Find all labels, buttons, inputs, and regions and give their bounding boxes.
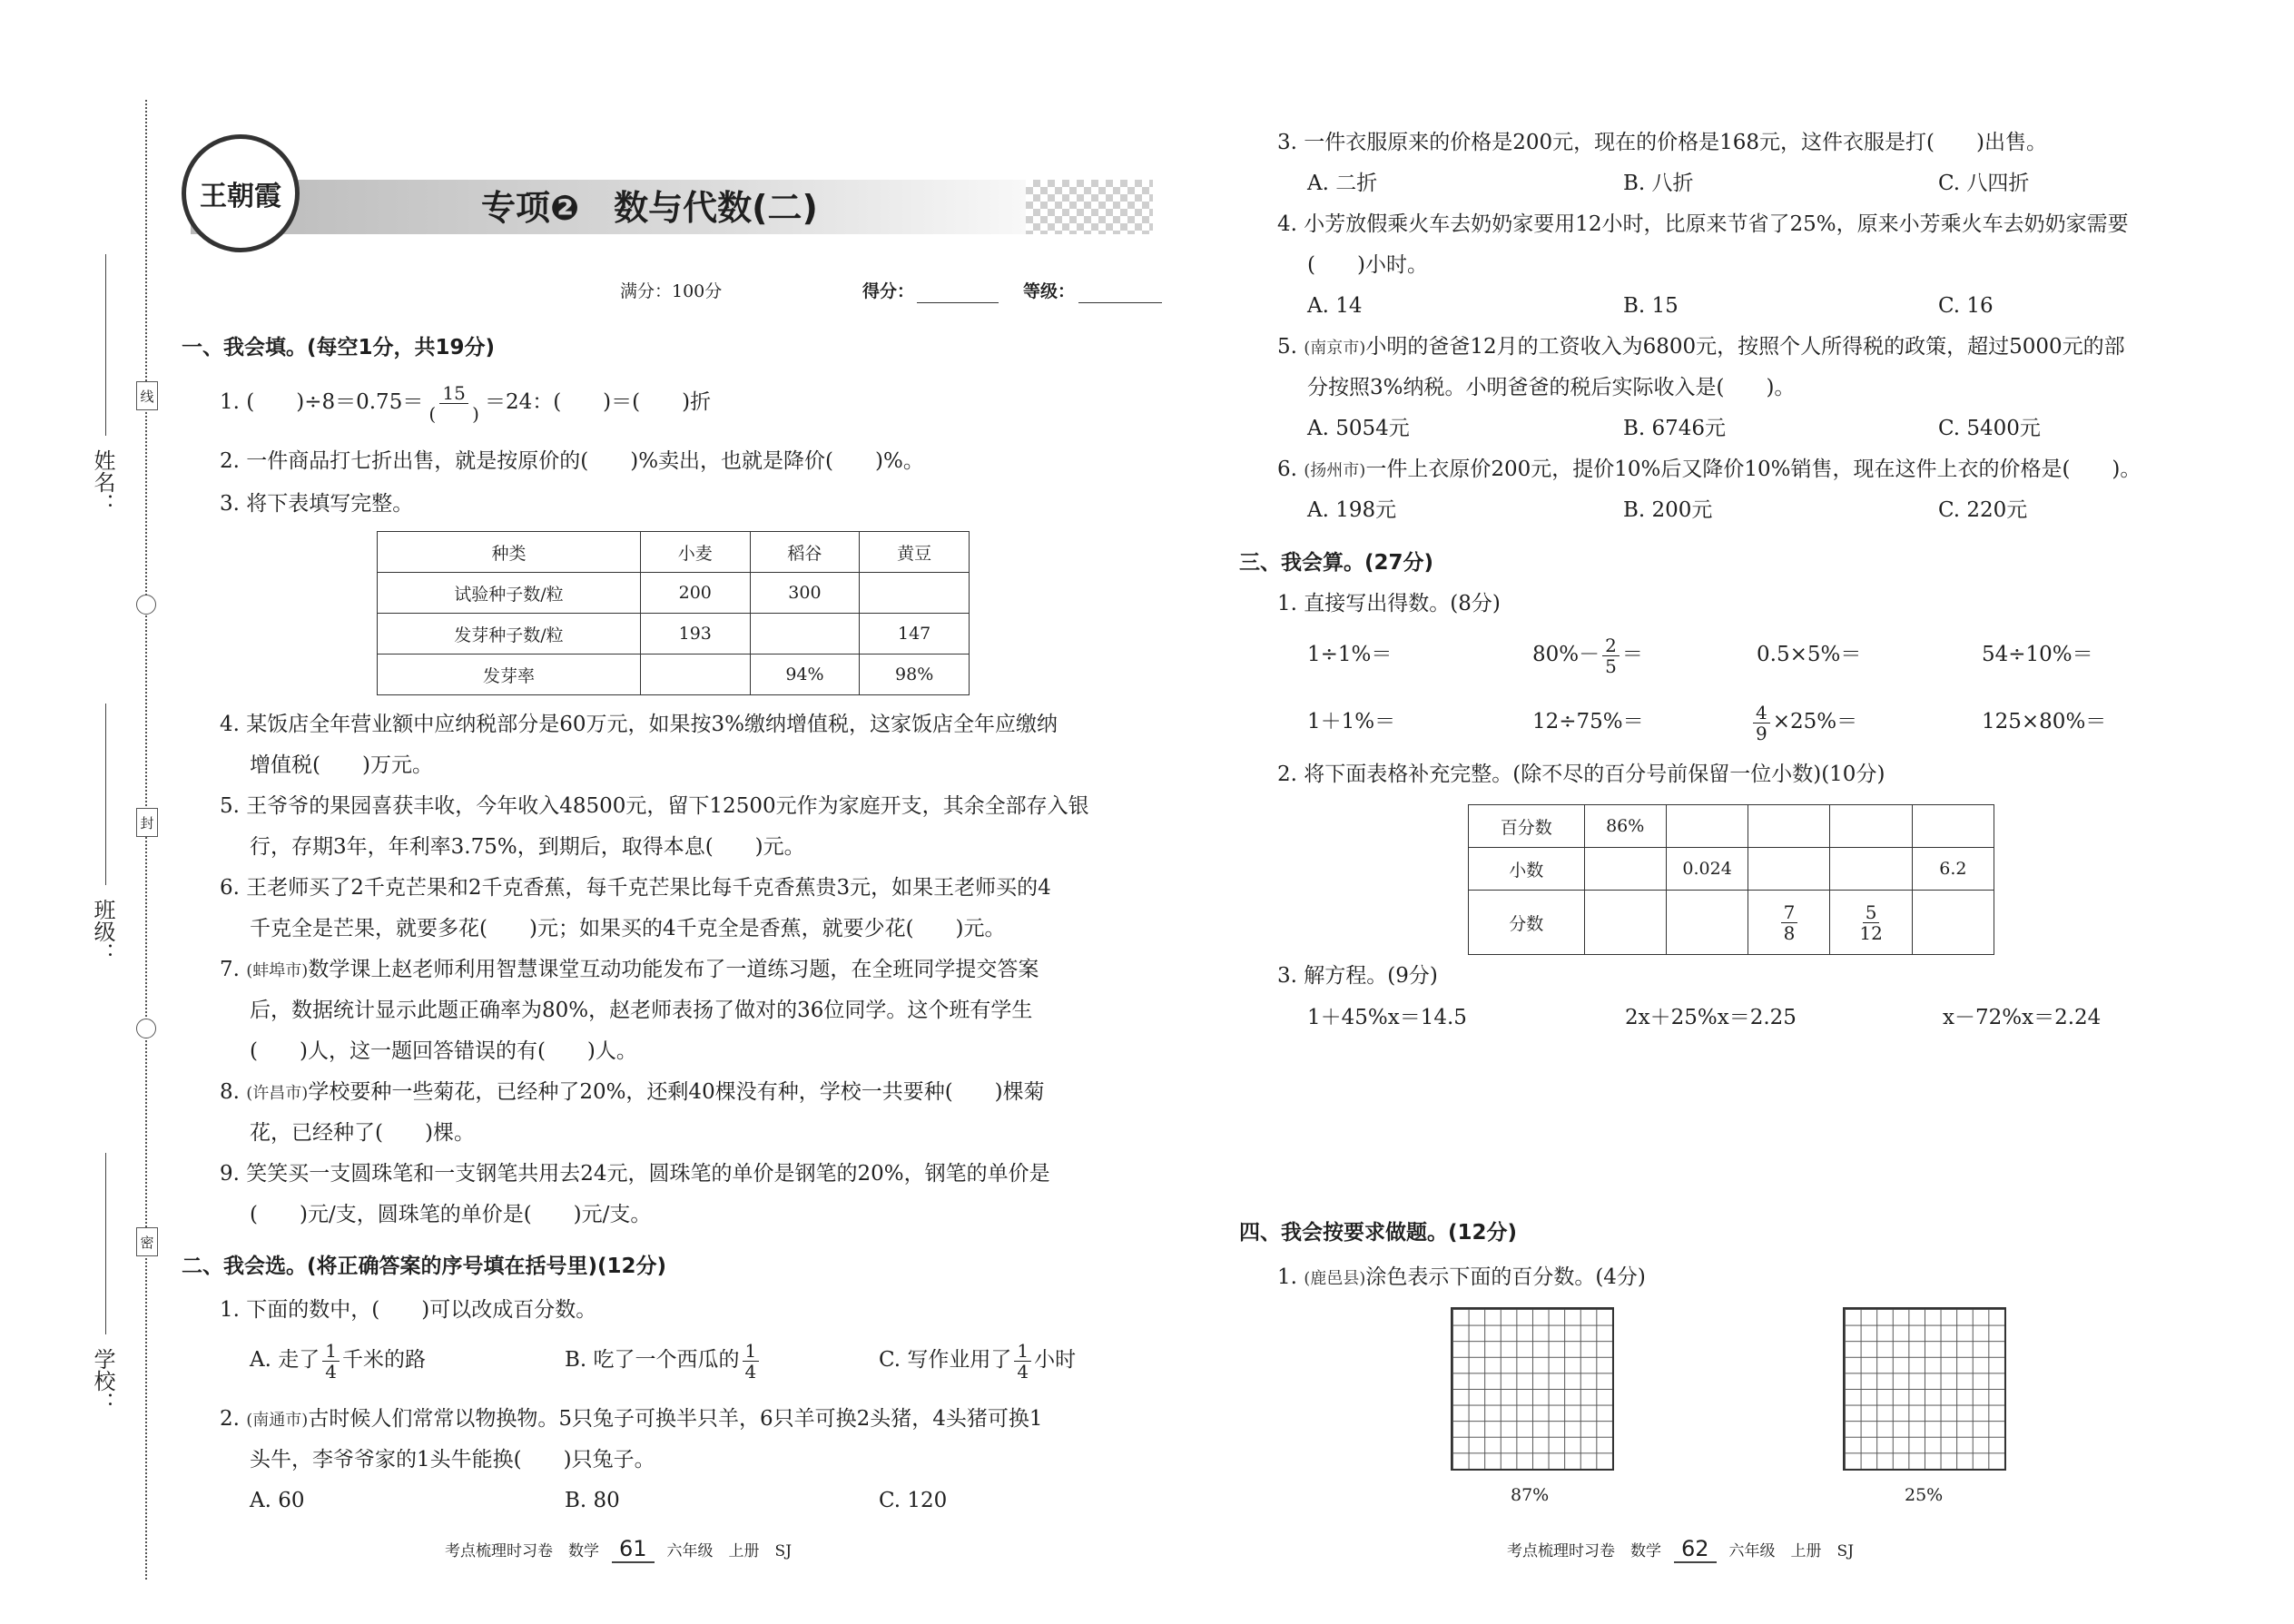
calc-text: ＝ [1621,643,1643,666]
s1-q6-line1: 6. 王老师买了2千克芒果和2千克香蕉，每千克芒果比每千克香蕉贵3元，如果王老师买的4 [220,876,1051,900]
table-cell-blank[interactable] [860,573,970,614]
question-text: 一件上衣原价200元，提价10%后又降价10%销售，现在这件上衣的价格是( )。 [1365,458,2141,481]
s2-q3-option-c[interactable]: C. 八四折 [1938,172,2030,195]
question-number: 6. [1277,458,1297,481]
class-write-line [105,704,106,885]
question-number: 1. [1277,1265,1297,1289]
binding-mark-seal: 封 [136,808,158,837]
table-cell-blank[interactable] [1666,805,1748,848]
s4-q1 [1277,1264,1646,1293]
table-cell-blank[interactable] [1830,848,1912,891]
s2-q3-option-b[interactable]: B. 八折 [1623,172,1694,195]
s2-q2-line1 [220,1405,1042,1434]
name-write-line [105,254,106,436]
s1-q9-line1: 9. 笑笑买一支圆珠笔和一支钢笔共用去24元，圆珠笔的单价是钢笔的20%，钢笔的单价是 [220,1162,1050,1186]
s2-q4-option-c[interactable]: C. 16 [1938,294,1994,318]
s1-q7-line2: 后，数据统计显示此题正确率为80%，赵老师表扬了做对的36位同学。这个班有学生 [250,999,1033,1022]
footer-left [445,1536,792,1563]
table-cell: 300 [750,573,860,614]
section-1-title: 一、我会填。(每空1分，共19分) [182,336,496,359]
calc-fraction [1602,635,1620,676]
class-label: 班级： [90,899,115,964]
question-text: 涂色表示下面的百分数。(4分) [1365,1265,1646,1289]
s2-q6-option-b[interactable]: B. 200元 [1623,498,1713,522]
binding-circle-icon [136,595,156,615]
full-score: 满分：100分 [620,281,723,301]
s2-q6-option-c[interactable]: C. 220元 [1938,498,2028,522]
s1-q9-line2: ( )元/支，圆珠笔的单价是( )元/支。 [250,1203,652,1226]
calc-7 [1750,697,1857,746]
grid-label-right: 25% [1905,1485,1944,1505]
footer-right [1507,1536,1854,1563]
score-label: 得分： [862,281,915,301]
grade-blank [1078,302,1162,303]
grade-label: 等级： [1023,281,1076,301]
page-title: 专项❷ 数与代数(二) [481,188,818,228]
calc-text: 80%－ [1532,643,1600,666]
table-cell: 发芽率 [378,655,641,695]
calc-4: 54÷10%＝ [1982,643,2093,666]
checker-decoration [1026,180,1153,234]
question-number: 8. [220,1080,240,1104]
table-cell-blank[interactable] [640,655,750,695]
name-label: 姓名： [90,449,115,515]
calc-2 [1532,630,1643,679]
s1-q1 [220,379,711,425]
question-number: 2. [220,1407,240,1431]
question-text: 小明的爸爸12月的工资收入为6800元，按照个人所得税的政策，超过5000元的部 [1365,335,2125,359]
s2-q2-line2: 头牛，李爷爷家的1头牛能换( )只兔子。 [250,1448,655,1471]
table-header: 黄豆 [860,532,970,573]
school-write-line [105,1153,106,1334]
s1-q1-part-a: ( )÷8＝0.75＝ [246,390,424,414]
calc-text: ×25%＝ [1772,710,1858,733]
footer-grade: 六年级 上册 SJ [666,1542,793,1560]
s3-q3: 3. 解方程。(9分) [1277,964,1438,988]
question-number: 7. [220,958,240,981]
fraction-numerator: 4 [1753,703,1770,723]
s1-q1-num: 1. [220,390,240,414]
logo-text: 王朝霞 [200,181,281,212]
footer-grade: 六年级 上册 SJ [1728,1542,1855,1560]
binding-mark-line: 线 [136,381,158,410]
s1-q3: 3. 将下表填写完整。 [220,492,414,516]
fraction-denominator: 5 [1605,655,1617,677]
fraction-denominator: 8 [1783,921,1796,944]
score-blank [917,302,999,303]
equation-2: 2x＋25%x＝2.25 [1625,1006,1797,1029]
s1-q4-line2: 增值税( )万元。 [250,753,433,777]
table-row [378,614,970,655]
table-row [378,655,970,695]
calc-8: 125×80%＝ [1982,710,2107,733]
table-row [1469,891,1994,955]
option-fraction [322,1341,340,1382]
s2-q6 [1277,456,2141,485]
page-number: 61 [612,1536,655,1563]
s2-q5-option-c[interactable]: C. 5400元 [1938,417,2041,440]
conversion-table [1468,804,1994,955]
fraction-numerator: 1 [743,1341,760,1362]
calc-fraction [1753,703,1770,743]
binding-mark-secret: 密 [136,1227,158,1256]
table-cell: 发芽种子数/粒 [378,614,641,655]
fraction-denominator: 9 [1756,722,1767,744]
region-tag: (扬州市) [1304,461,1366,480]
hundred-grid-left[interactable] [1451,1307,1614,1471]
section-2-title: 二、我会选。(将正确答案的序号填在括号里)(12分) [182,1255,667,1278]
s2-q4-option-b[interactable]: B. 15 [1623,294,1679,318]
s2-q4-line2: ( )小时。 [1307,253,1428,277]
table-cell-blank[interactable] [1584,891,1666,955]
s1-q1-fraction [426,383,482,424]
s2-q5-line1 [1277,333,2125,362]
table-header: 小数 [1469,848,1585,891]
table-cell [1748,891,1830,955]
brand-logo [182,134,300,252]
fraction-numerator: 7 [1781,902,1798,923]
footer-book: 考点梳理时习卷 数学 [445,1542,599,1560]
option-text: B. 吃了一个西瓜的 [565,1348,740,1372]
s2-q6-option-a[interactable]: A. 198元 [1307,498,1397,522]
region-tag: (许昌市) [246,1084,309,1103]
fraction-numerator: 2 [1602,635,1620,656]
table-fraction [1781,902,1798,943]
calc-1: 1÷1%＝ [1307,643,1393,666]
question-text: 学校要种一些菊花，已经种了20%，还剩40棵没有种，学校一共要种( )棵菊 [308,1080,1045,1104]
s2-q1: 1. 下面的数中，( )可以改成百分数。 [220,1298,597,1322]
binding-dotted-line [145,100,147,1580]
option-text: 千米的路 [341,1348,426,1372]
s2-q5-line2: 分按照3%纳税。小明爸爸的税后实际收入是( )。 [1307,376,1796,399]
option-text: A. 走了 [250,1348,320,1372]
table-cell: 94% [750,655,860,695]
table-row [378,573,970,614]
table-cell-blank[interactable] [1912,891,1994,955]
s3-q2: 2. 将下面表格补充完整。(除不尽的百分号前保留一位小数)(10分) [1277,763,1885,786]
s2-q5-option-b[interactable]: B. 6746元 [1623,417,1727,440]
question-text: 数学课上赵老师利用智慧课堂互动功能发布了一道练习题，在全班同学提交答案 [308,958,1039,981]
table-cell: 98% [860,655,970,695]
s2-q3: 3. 一件衣服原来的价格是200元，现在的价格是168元，这件衣服是打( )出售。 [1277,131,2048,154]
fraction-numerator: 1 [322,1341,340,1362]
s1-q4-line1: 4. 某饭店全年营业额中应纳税部分是60万元，如果按3%缴纳增值税，这家饭店全年应缴纳 [220,713,1058,736]
table-cell: 193 [640,614,750,655]
calc-3: 0.5×5%＝ [1757,643,1862,666]
s2-q2-option-b[interactable]: B. 80 [565,1489,620,1512]
s1-q8-line1 [220,1078,1045,1107]
fraction-numerator: 5 [1863,902,1880,923]
grid-label-left: 87% [1511,1485,1550,1505]
region-tag: (鹿邑县) [1304,1269,1366,1288]
option-text: 小时 [1034,1348,1077,1372]
footer-book: 考点梳理时习卷 数学 [1507,1542,1661,1560]
calc-6: 12÷75%＝ [1532,710,1644,733]
fraction-denominator: 4 [325,1360,337,1383]
hundred-grid-right[interactable] [1843,1307,2006,1471]
calc-5: 1＋1%＝ [1307,710,1396,733]
table-cell-blank[interactable] [1912,805,1994,848]
school-label: 学校： [90,1348,115,1413]
page-number: 62 [1674,1536,1717,1563]
table-cell-blank[interactable] [750,614,860,655]
s2-q4-option-a[interactable]: A. 14 [1307,294,1363,318]
table-fraction [1856,902,1885,943]
fraction-numerator: 1 [1014,1341,1031,1362]
s1-q7-line3: ( )人，这一题回答错误的有( )人。 [250,1039,637,1063]
section-3-title: 三、我会算。(27分) [1239,551,1434,575]
s2-q1-option-a[interactable] [250,1334,426,1385]
seed-table [377,531,970,695]
s1-q2: 2. 一件商品打七折出售，就是按原价的( )%卖出，也就是降价( )%。 [220,449,924,473]
s1-q8-line2: 花，已经种了( )棵。 [250,1121,475,1145]
table-cell-blank[interactable] [1748,805,1830,848]
fraction-denominator: ( ) [428,402,479,425]
section-4-title: 四、我会按要求做题。(12分) [1239,1221,1518,1245]
table-header: 小麦 [640,532,750,573]
table-cell [1830,891,1912,955]
s2-q2-option-a[interactable]: A. 60 [250,1489,305,1512]
option-fraction [743,1341,760,1382]
s2-q5-option-a[interactable]: A. 5054元 [1307,417,1410,440]
s1-q1-part-b: ＝24：( )＝( )折 [484,390,712,414]
s1-q5-line2: 行，存期3年，年利率3.75%，到期后，取得本息( )元。 [250,835,805,859]
fraction-denominator: 4 [744,1360,757,1383]
table-cell: 0.024 [1666,848,1748,891]
fraction-denominator: 4 [1017,1360,1029,1383]
question-text: 古时候人们常常以物换物。5只兔子可换半只羊，6只羊可换2头猪，4头猪可换1 [308,1407,1043,1431]
table-cell: 试验种子数/粒 [378,573,641,614]
table-cell: 200 [640,573,750,614]
table-cell-blank[interactable] [1748,848,1830,891]
table-cell: 6.2 [1912,848,1994,891]
table-header: 种类 [378,532,641,573]
s2-q1-option-c[interactable] [879,1334,1076,1385]
s2-q1-option-b[interactable] [565,1334,762,1385]
fraction-denominator: 12 [1859,921,1883,944]
s1-q5-line1: 5. 王爷爷的果园喜获丰收，今年收入48500元，留下12500元作为家庭开支，其余全部存入银 [220,794,1089,818]
s1-q6-line2: 千克全是芒果，就要多花( )元；如果买的4千克全是香蕉，就要少花( )元。 [250,917,1006,940]
s1-q7-line1 [220,956,1039,985]
table-header: 百分数 [1469,805,1585,848]
equation-3: x－72%x＝2.24 [1943,1006,2102,1029]
table-header: 稻谷 [750,532,860,573]
binding-circle-icon [136,1019,156,1038]
table-cell: 86% [1584,805,1666,848]
s3-q1: 1. 直接写出得数。(8分) [1277,592,1501,615]
region-tag: (南京市) [1304,339,1366,358]
question-number: 5. [1277,335,1297,359]
table-cell-blank[interactable] [1830,805,1912,848]
s2-q4-line1: 4. 小芳放假乘火车去奶奶家要用12小时，比原来节省了25%，原来小芳乘火车去奶奶家需要 [1277,212,2129,236]
option-fraction [1014,1341,1031,1382]
fraction-numerator: 15 [439,383,468,404]
s2-q2-option-c[interactable]: C. 120 [879,1489,948,1512]
s2-q3-option-a[interactable]: A. 二折 [1307,172,1378,195]
table-cell-blank[interactable] [1666,891,1748,955]
table-row [1469,848,1994,891]
option-text: C. 写作业用了 [879,1348,1012,1372]
region-tag: (蚌埠市) [246,961,309,980]
equation-1: 1＋45%x＝14.5 [1307,1006,1467,1029]
table-header: 分数 [1469,891,1585,955]
table-cell: 147 [860,614,970,655]
region-tag: (南通市) [246,1411,309,1430]
table-cell-blank[interactable] [1584,848,1666,891]
